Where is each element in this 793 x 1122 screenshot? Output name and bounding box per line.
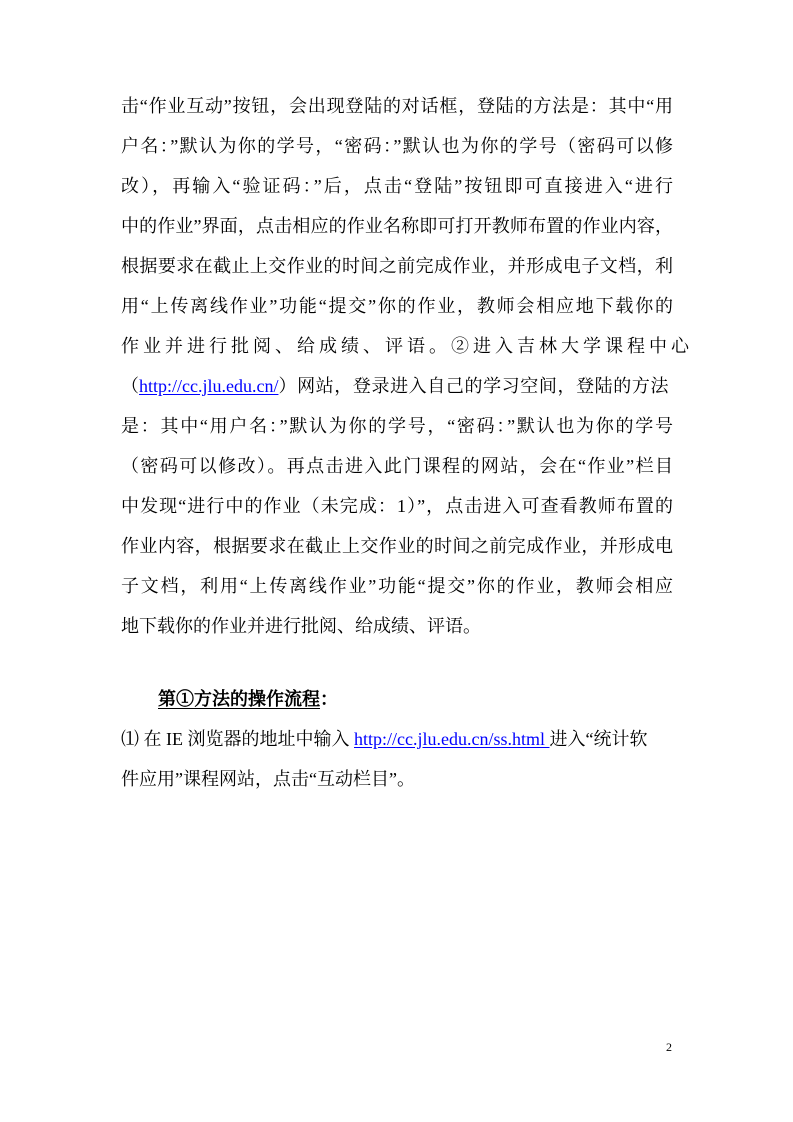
paragraph-line: （密码可以修改）。再点击进入此门课程的网站，会在“作业”栏目: [121, 456, 673, 476]
paragraph-line: 改），再输入“验证码：”后，点击“登陆”按钮即可直接进入“进行: [121, 176, 673, 196]
section-heading-text: 第①方法的操作流程: [158, 689, 320, 709]
step-text: 在 IE 浏览器的地址中输入: [139, 729, 354, 749]
jlu-course-center-link[interactable]: http://cc.jlu.edu.cn/: [139, 376, 279, 396]
paragraph-line: 击“作业互动”按钮，会出现登陆的对话框，登陆的方法是：其中“用: [121, 96, 673, 116]
paragraph-line-with-link: [121, 374, 673, 398]
paragraph-text: ）网站，登录进入自己的学习空间，登陆的方法: [278, 376, 670, 396]
paragraph-line: 根据要求在截止上交作业的时间之前完成作业，并形成电子文档，利: [121, 256, 673, 276]
step-1-line-2: 件应用”课程网站，点击“互动栏目”。: [121, 769, 415, 789]
paragraph-line: 中的作业”界面，点击相应的作业名称即可打开教师布置的作业内容，: [121, 216, 673, 236]
step-text: 进入“统计软: [549, 729, 648, 749]
paragraph-line: 户名：”默认为你的学号，“密码：”默认也为你的学号（密码可以修: [121, 136, 673, 156]
page-number: 2: [666, 1040, 672, 1054]
step-marker: ⑴: [121, 729, 139, 749]
paragraph-line: 作业并进行批阅、给成绩、评语。②进入吉林大学课程中心: [121, 336, 693, 356]
course-site-link[interactable]: http://cc.jlu.edu.cn/ss.html: [354, 729, 550, 749]
paragraph-line: 地下载你的作业并进行批阅、给成绩、评语。: [121, 616, 481, 636]
paren-open: （: [121, 376, 139, 396]
paragraph-line: 子文档，利用“上传离线作业”功能“提交”你的作业，教师会相应: [121, 576, 673, 596]
paragraph-line: 是：其中“用户名：”默认为你的学号，“密码：”默认也为你的学号: [121, 416, 673, 436]
step-1-line-1: [121, 727, 673, 751]
section-heading-colon: ：: [320, 689, 338, 709]
paragraph-line: 用“上传离线作业”功能“提交”你的作业，教师会相应地下载你的: [121, 296, 673, 316]
paragraph-line: 中发现“进行中的作业（未完成：1）”，点击进入可查看教师布置的: [121, 496, 673, 516]
paragraph-line: 作业内容，根据要求在截止上交作业的时间之前完成作业，并形成电: [121, 536, 673, 556]
section-heading: [158, 687, 338, 711]
